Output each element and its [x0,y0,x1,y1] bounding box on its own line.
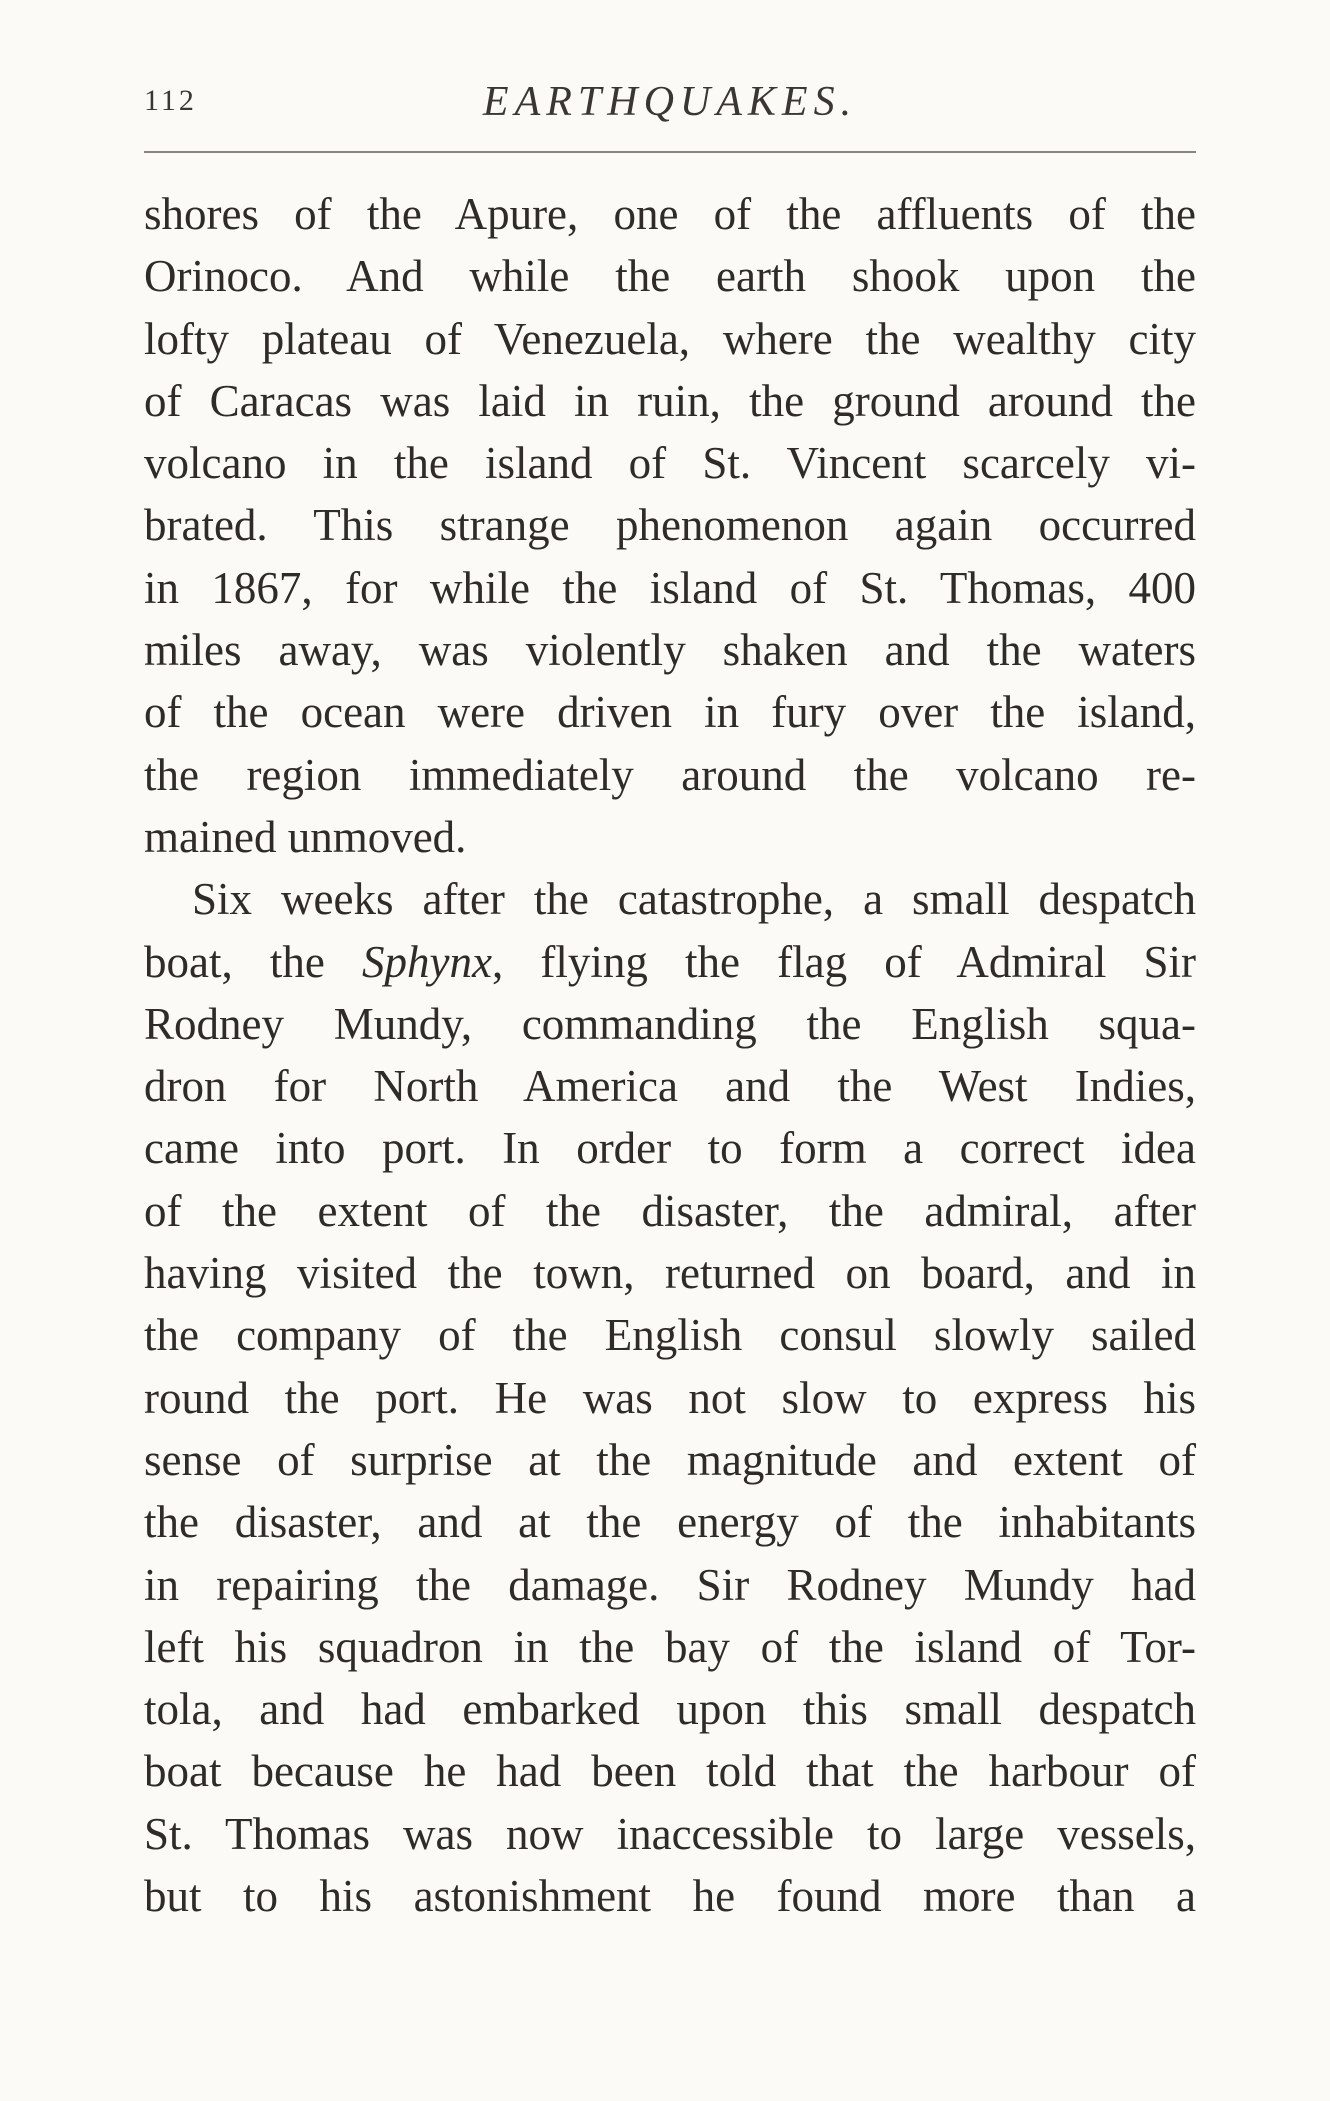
header-rule [144,151,1196,153]
text-line: in repairing the damage. Sir Rodney Mundy had [144,1559,1196,1610]
text-line: shores of the Apure, one of the affluents of the [144,189,1196,239]
text-line: Orinoco. And while the earth shook upon the [144,251,1196,302]
text-line: volcano in the island of St. Vincent scarcely vi- [144,438,1196,489]
page-number: 112 [144,84,197,117]
text-line: Rodney Mundy, commanding the English squa- [144,998,1196,1049]
text-line: the disaster, and at the energy of the inhabitants [144,1497,1196,1548]
paragraph-1 [144,183,1196,868]
text-line: boat because he had been told that the harbour of [144,1746,1196,1797]
text-line: lofty plateau of Venezuela, where the wealthy city [144,313,1196,364]
running-head [144,78,1196,138]
text-line: of Caracas was laid in ruin, the ground around the [144,375,1196,426]
text-fragment: boat, the [144,936,362,987]
text-line: of the extent of the disaster, the admiral, after [144,1185,1196,1236]
text-line: in 1867, for while the island of St. Thomas, 400 [144,562,1196,613]
text-line: but to his astonishment he found more than a [144,1871,1196,1922]
text-line: miles away, was violently shaken and the waters [144,625,1196,676]
text-line: tola, and had embarked upon this small despatch [144,1684,1196,1735]
running-title: EARTHQUAKES. [482,79,858,125]
text-line: left his squadron in the bay of the island of Tor- [144,1621,1196,1672]
text-line: came into port. In order to form a correct idea [144,1123,1196,1174]
text-line: having visited the town, returned on board, and in [144,1248,1196,1299]
text-line: the region immediately around the volcano re- [144,749,1196,800]
text-line: mained unmoved. [144,811,467,862]
text-line: dron for North America and the West Indies, [144,1061,1196,1112]
text-fragment: , flying the flag of Admiral Sir [491,936,1196,987]
text-line: the company of the English consul slowly sailed [144,1310,1196,1361]
paragraph-2 [144,868,1196,1927]
text-line: Six weeks after the catastrophe, a small despatch [192,874,1196,925]
text-line: of the ocean were driven in fury over the island, [144,687,1196,738]
text-line: brated. This strange phenomenon again occurred [144,500,1196,551]
text-line-with-ship-name [144,931,1196,993]
body-text [144,183,1196,1927]
text-line: St. Thomas was now inaccessible to large vessels, [144,1808,1196,1859]
text-line: sense of surprise at the magnitude and extent of [144,1434,1196,1485]
ship-name: Sphynx [362,936,492,987]
text-line: round the port. He was not slow to express his [144,1372,1196,1423]
